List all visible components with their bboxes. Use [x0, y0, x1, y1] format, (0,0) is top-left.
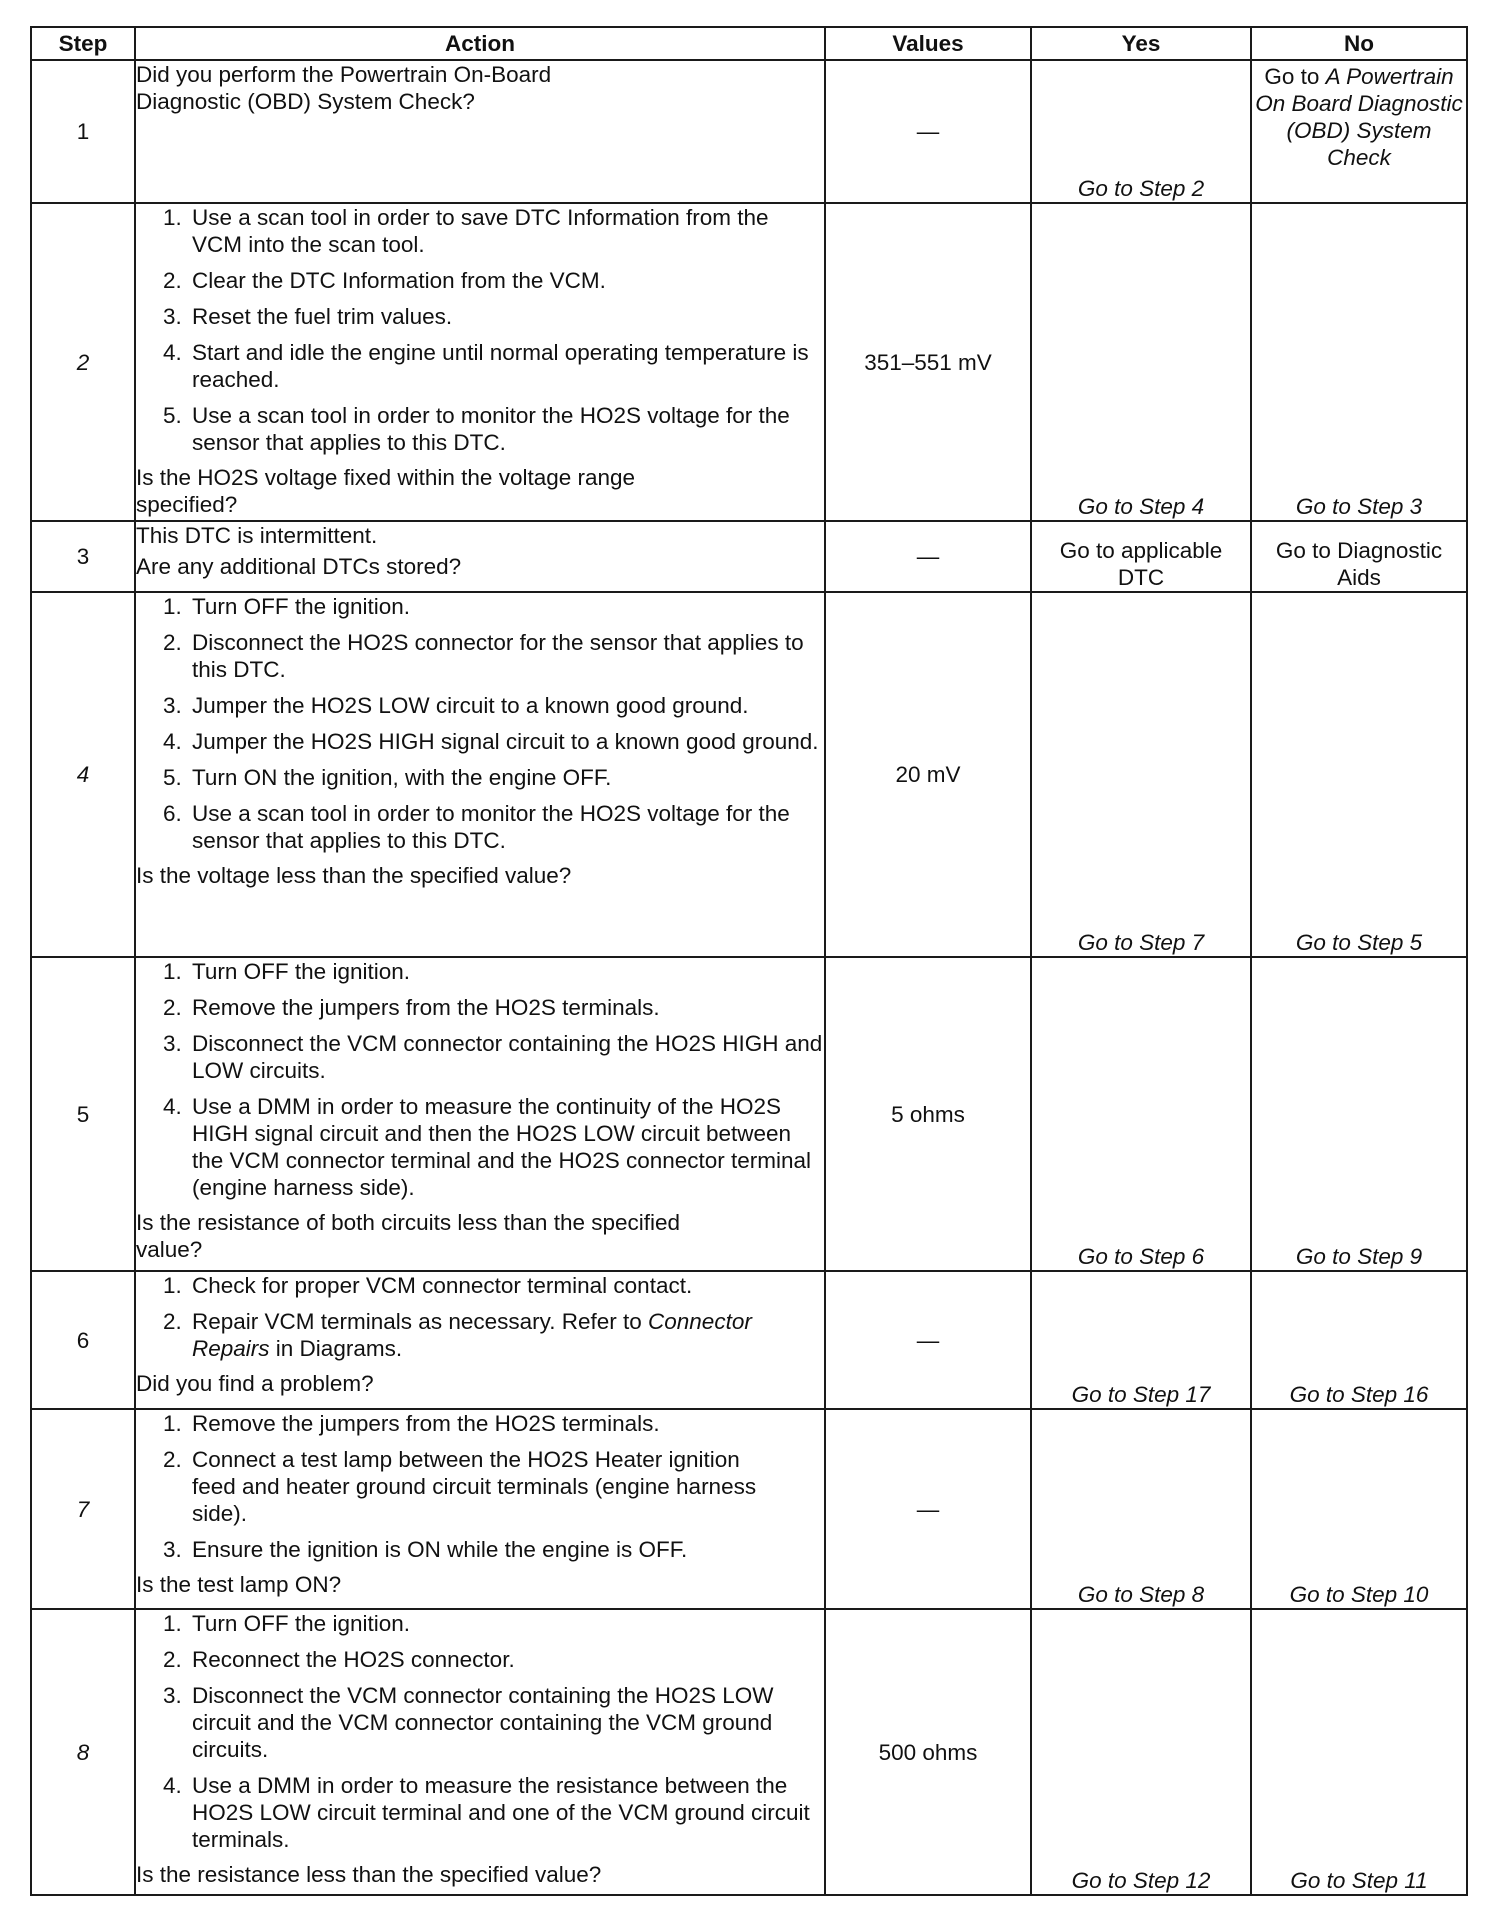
instruction-list: [136, 593, 824, 854]
list-item: 2. Clear the DTC Information from the VCM.: [188, 267, 824, 294]
question-text: Is the resistance less than the specified value?: [136, 1862, 602, 1887]
yes-cell: Go to Step 12: [1031, 1609, 1251, 1895]
list-item: 3. Ensure the ignition is ON while the engine is OFF.: [188, 1536, 824, 1563]
value-cell: 500 ohms: [825, 1609, 1031, 1895]
yes-cell: Go to applicable DTC: [1031, 521, 1251, 592]
list-item: 4. Use a DMM in order to measure the resistance between the HO2S LOW circuit terminal and one of the VCM ground circuit terminals.: [188, 1772, 824, 1853]
question-text: Is the HO2S voltage fixed within the voltage range specified?: [136, 465, 636, 517]
list-item: 4. Jumper the HO2S HIGH signal circuit to a known good ground.: [188, 728, 824, 755]
no-prefix: Go to: [1264, 64, 1320, 89]
table-row: [31, 203, 1467, 521]
action-cell: [135, 1609, 825, 1895]
question-text: Did you find a problem?: [136, 1371, 374, 1396]
step-number: 4: [31, 592, 135, 957]
header-no: No: [1251, 27, 1467, 60]
list-item: 1. Turn OFF the ignition.: [188, 958, 824, 985]
list-item: 5. Use a scan tool in order to monitor the HO2S voltage for the sensor that applies to this DTC.: [188, 402, 824, 456]
no-cell: Go to Step 11: [1251, 1609, 1467, 1895]
question-text: Is the voltage less than the specified value?: [136, 863, 572, 888]
step-number: 6: [31, 1271, 135, 1409]
value-cell: —: [825, 1409, 1031, 1609]
step-number: 8: [31, 1609, 135, 1895]
value-cell: —: [825, 521, 1031, 592]
yes-cell: Go to Step 7: [1031, 592, 1251, 957]
step-number: 5: [31, 957, 135, 1271]
list-item: 2. Connect a test lamp between the HO2S Heater ignition feed and heater ground circuit terminals (engine harness side).: [188, 1446, 824, 1527]
table-row: [31, 592, 1467, 957]
yes-cell: Go to Step 6: [1031, 957, 1251, 1271]
list-item: [188, 1308, 824, 1362]
instruction-list: [136, 204, 824, 456]
list-item: 1. Turn OFF the ignition.: [188, 1610, 824, 1637]
header-step: Step: [31, 27, 135, 60]
header-values: Values: [825, 27, 1031, 60]
no-cell: [1251, 60, 1467, 203]
yes-cell: Go to Step 4: [1031, 203, 1251, 521]
action-cell: [135, 957, 825, 1271]
header-yes: Yes: [1031, 27, 1251, 60]
list-item: 6. Use a scan tool in order to monitor the HO2S voltage for the sensor that applies to this DTC.: [188, 800, 824, 854]
step-number: 2: [31, 203, 135, 521]
list-item: 1. Use a scan tool in order to save DTC Information from the VCM into the scan tool.: [188, 204, 824, 258]
table-row: [31, 60, 1467, 203]
question-text: Did you perform the Powertrain On-Board Diagnostic (OBD) System Check?: [136, 62, 552, 114]
action-cell: [135, 1409, 825, 1609]
action-cell: [135, 203, 825, 521]
table-row: [31, 957, 1467, 1271]
question-text: Is the test lamp ON?: [136, 1572, 342, 1597]
value-cell: 351–551 mV: [825, 203, 1031, 521]
action-cell: [135, 592, 825, 957]
list-item: 3. Jumper the HO2S LOW circuit to a known good ground.: [188, 692, 824, 719]
list-item: 5. Turn ON the ignition, with the engine OFF.: [188, 764, 824, 791]
value-cell: —: [825, 1271, 1031, 1409]
list-item: 2. Remove the jumpers from the HO2S terminals.: [188, 994, 824, 1021]
list-item: 3. Disconnect the VCM connector containing the HO2S HIGH and LOW circuits.: [188, 1030, 824, 1084]
action-cell: [135, 1271, 825, 1409]
action-cell: [135, 521, 825, 592]
list-item: 4. Start and idle the engine until normal operating temperature is reached.: [188, 339, 824, 393]
header-row: [31, 27, 1467, 60]
yes-cell: Go to Step 17: [1031, 1271, 1251, 1409]
step-number: 1: [31, 60, 135, 203]
table-row: [31, 1609, 1467, 1895]
list-item: 1. Turn OFF the ignition.: [188, 593, 824, 620]
no-cell: Go to Step 5: [1251, 592, 1467, 957]
step-number: 7: [31, 1409, 135, 1609]
reference-link: Connector Repairs: [192, 1309, 752, 1361]
list-item-text: in Diagrams.: [275, 1336, 403, 1361]
value-cell: 20 mV: [825, 592, 1031, 957]
question-text: Are any additional DTCs stored?: [136, 554, 462, 579]
statement-text: This DTC is intermittent.: [136, 523, 378, 548]
yes-cell: Go to Step 2: [1031, 60, 1251, 203]
question-text: Is the resistance of both circuits less than the specified value?: [136, 1210, 681, 1262]
table-row: [31, 1271, 1467, 1409]
header-action: Action: [135, 27, 825, 60]
diagnostic-table: [30, 26, 1468, 1896]
list-item-text: Repair VCM terminals as necessary. Refer to: [192, 1309, 642, 1334]
list-item: 3. Reset the fuel trim values.: [188, 303, 824, 330]
list-item: 2. Disconnect the HO2S connector for the sensor that applies to this DTC.: [188, 629, 824, 683]
table-row: [31, 1409, 1467, 1609]
list-item: 4. Use a DMM in order to measure the continuity of the HO2S HIGH signal circuit and then the HO2S LOW circuit between the VCM connector terminal and the HO2S connector terminal (engine harness side).: [188, 1093, 824, 1201]
table-row: [31, 521, 1467, 592]
list-item: 1. Remove the jumpers from the HO2S terminals.: [188, 1410, 824, 1437]
instruction-list: [136, 958, 824, 1201]
no-link: A Powertrain On Board Diagnostic (OBD) System Check: [1255, 64, 1463, 170]
instruction-list: [136, 1610, 824, 1853]
action-cell: [135, 60, 825, 203]
no-cell: Go to Step 9: [1251, 957, 1467, 1271]
list-item: 3. Disconnect the VCM connector containing the HO2S LOW circuit and the VCM connector containing the VCM ground circuits.: [188, 1682, 824, 1763]
no-cell: Go to Step 16: [1251, 1271, 1467, 1409]
list-item: 2. Reconnect the HO2S connector.: [188, 1646, 824, 1673]
no-cell: Go to Step 10: [1251, 1409, 1467, 1609]
yes-cell: Go to Step 8: [1031, 1409, 1251, 1609]
step-number: 3: [31, 521, 135, 592]
value-cell: —: [825, 60, 1031, 203]
no-cell: Go to Diagnostic Aids: [1251, 521, 1467, 592]
list-item: 1. Check for proper VCM connector terminal contact.: [188, 1272, 824, 1299]
value-cell: 5 ohms: [825, 957, 1031, 1271]
instruction-list: [136, 1272, 824, 1362]
instruction-list: [136, 1410, 824, 1563]
no-cell: Go to Step 3: [1251, 203, 1467, 521]
